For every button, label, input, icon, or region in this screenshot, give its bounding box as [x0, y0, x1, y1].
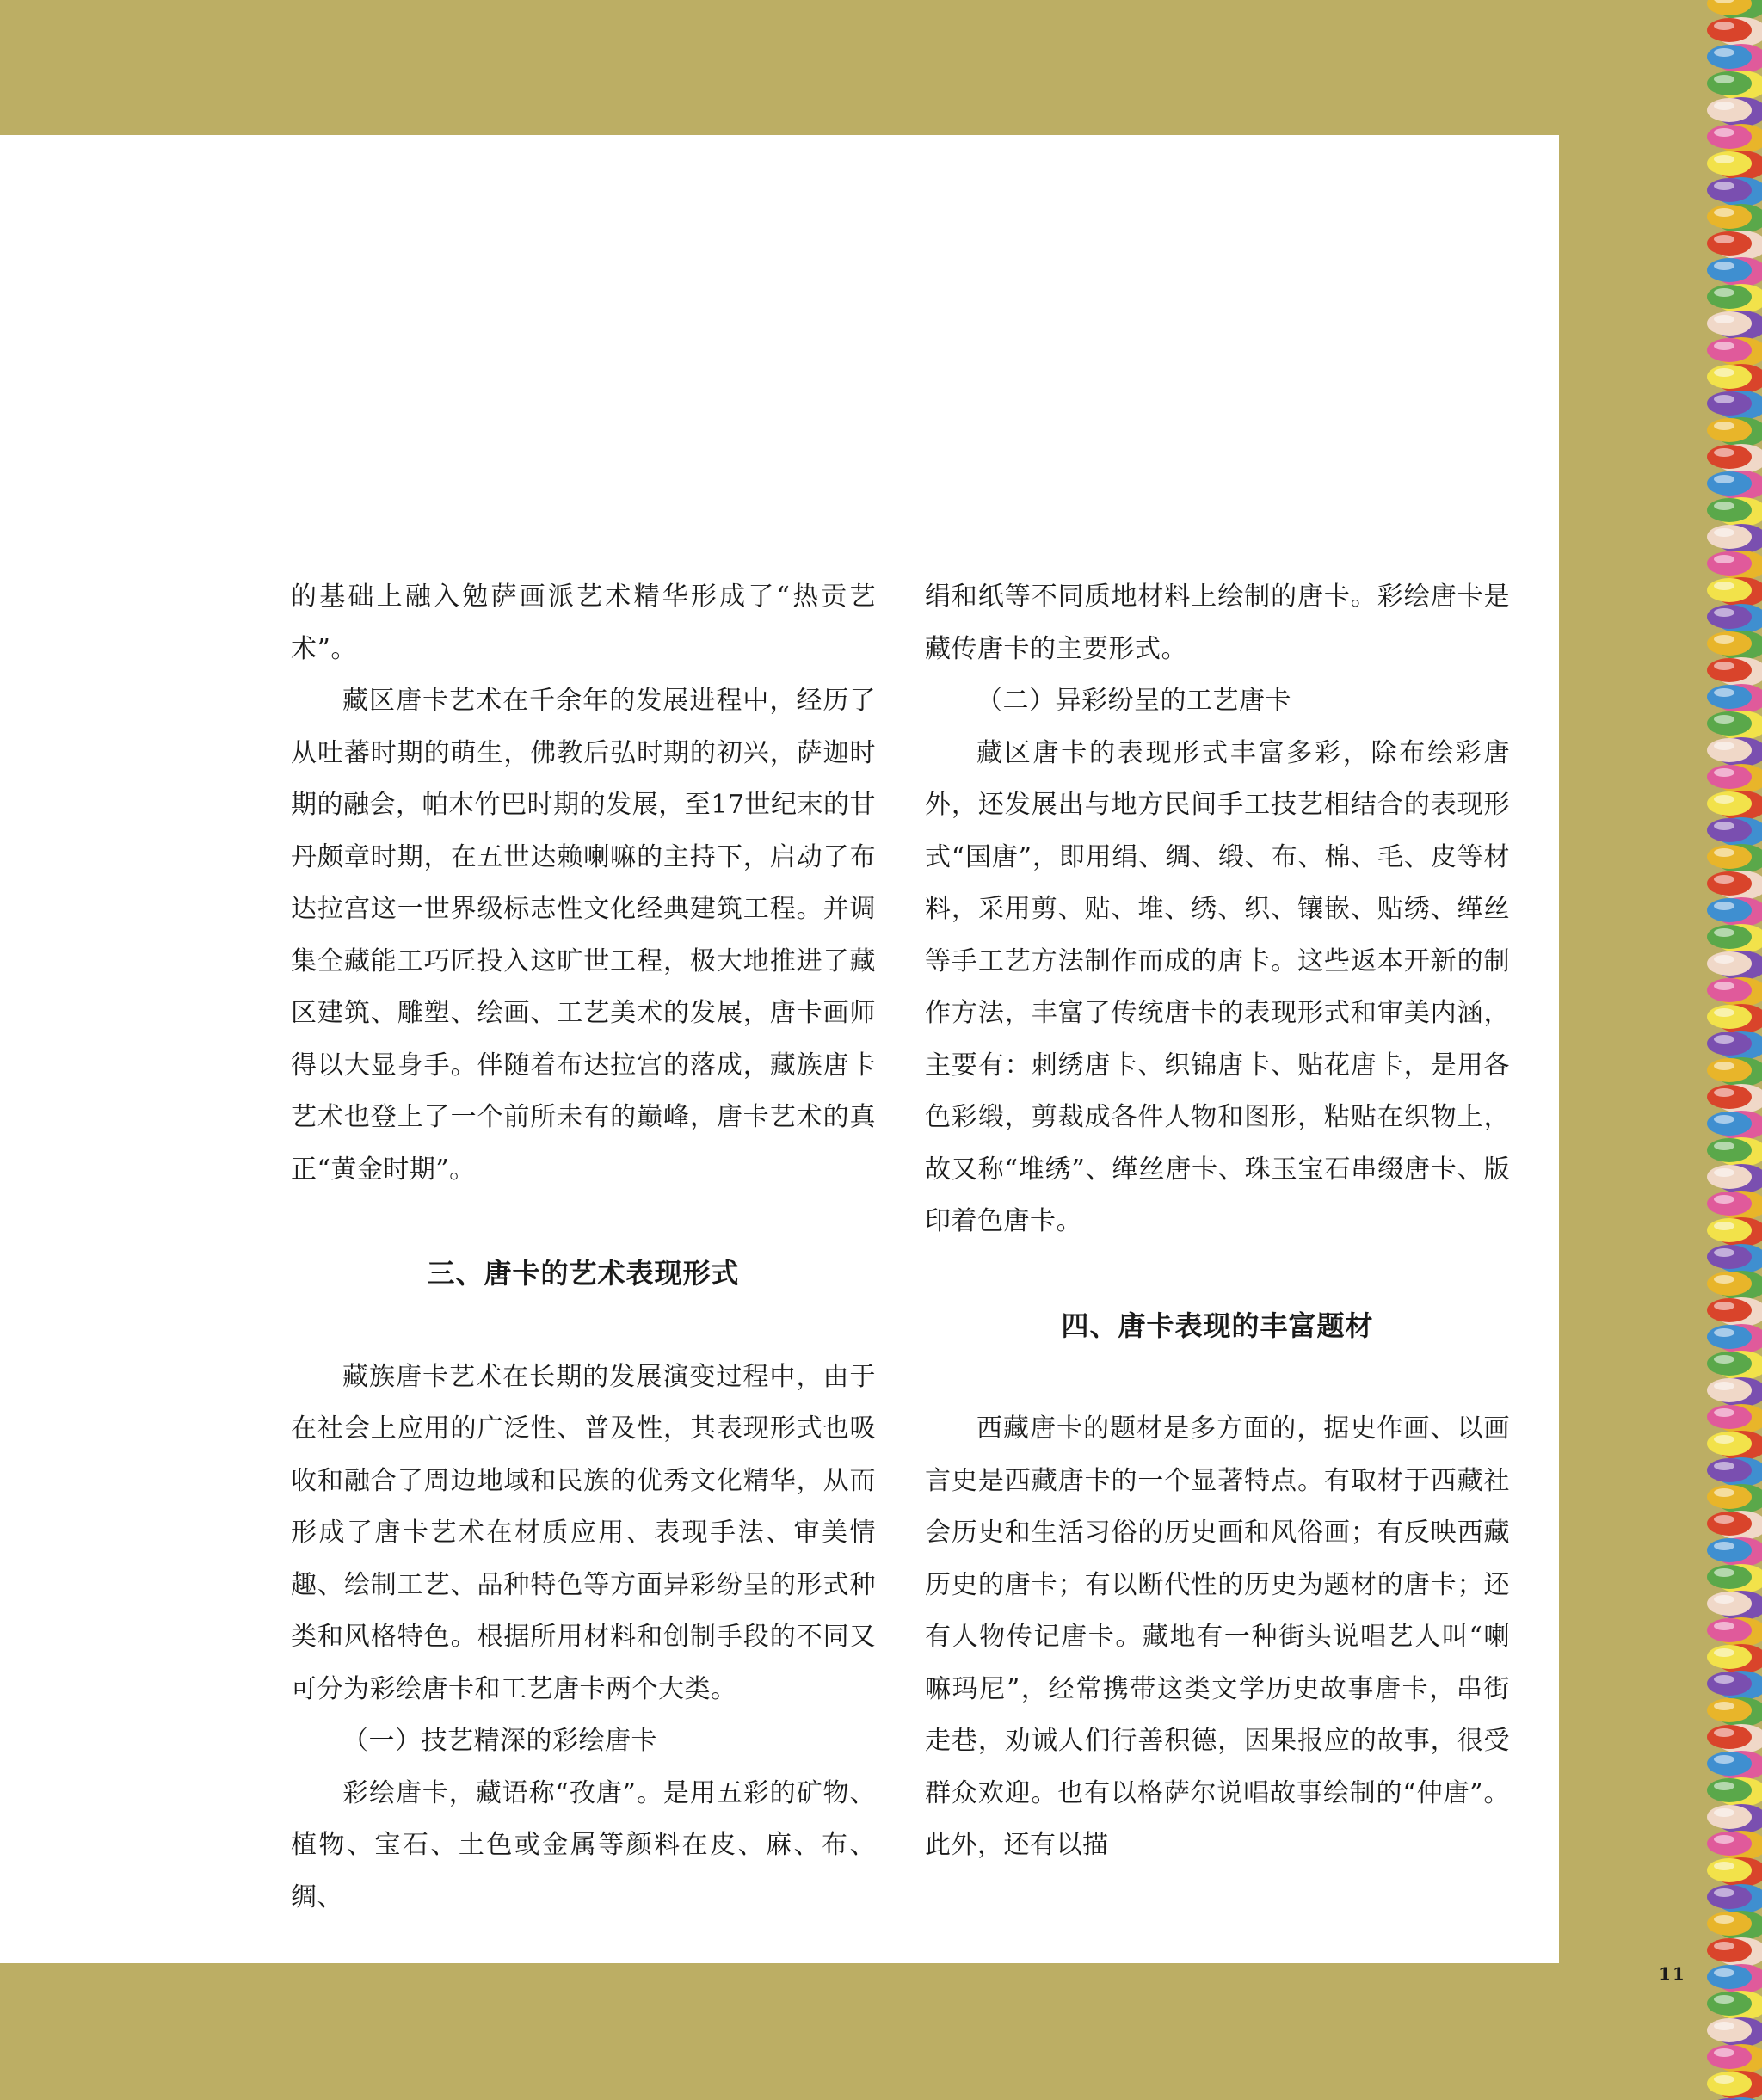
right-paragraph-3: 西藏唐卡的题材是多方面的，据史作画、以画言史是西藏唐卡的一个显著特点。有取材于西藏社会历史和生活习俗的历史画和风俗画；有反映西藏历史的唐卡；有以断代性的历史为题材的唐卡；还有人物传记唐卡。藏地有一种街头说唱艺人叫“喇嘛玛尼”，经常携带这类文学历史故事唐卡，串街走巷，劝诫人们行善积德，因果报应的故事，很受群众欢迎。也有以格萨尔说唱故事绘制的“仲唐”。此外，还有以描 — [925, 1413, 1510, 1860]
color-drop — [1707, 577, 1762, 607]
color-drop — [1707, 257, 1762, 286]
color-drop — [1707, 1991, 1762, 2020]
color-drop — [1707, 1591, 1762, 1620]
right-paragraph-2: 藏区唐卡的表现形式丰富多彩，除布绘彩唐外，还发展出与地方民间手工技艺相结合的表现形式“国唐”，即用绢、绸、缎、布、棉、毛、皮等材料，采用剪、贴、堆、绣、织、镶嵌、贴绣、缂丝等手工艺方法制作而成的唐卡。这些返本开新的制作方法，丰富了传统唐卡的表现形式和审美内涵，主要有：刺绣唐卡、织锦唐卡、贴花唐卡，是用各色彩缎，剪裁成各件人物和图形，粘贴在织物上，故又称“堆绣”、缂丝唐卡、珠玉宝石串缀唐卡、版印着色唐卡。 — [925, 737, 1510, 1236]
color-drop — [1707, 1617, 1762, 1647]
color-drop — [1707, 657, 1762, 687]
color-drop — [1707, 817, 1762, 847]
color-drop — [1707, 177, 1762, 206]
color-drop — [1707, 737, 1762, 767]
subheading-1: （一）技艺精深的彩绘唐卡 — [342, 1726, 657, 1756]
color-drop — [1707, 497, 1762, 527]
color-drop — [1707, 1777, 1762, 1807]
color-drop — [1707, 2044, 1762, 2073]
color-drop — [1707, 871, 1762, 900]
color-drop — [1707, 551, 1762, 580]
color-drop — [1707, 1324, 1762, 1353]
left-paragraph-3: 藏族唐卡艺术在长期的发展演变过程中，由于在社会上应用的广泛性、普及性，其表现形式也吸收和融合了周边地域和民族的优秀文化精华，从而形成了唐卡艺术在材质应用、表现手法、审美情趣、绘制工艺、品种特色等方面异彩纷呈的形式种类和风格特色。根据所用材料和创制手段的不同又可分为彩绘唐卡和工艺唐卡两个大类。 — [291, 1361, 876, 1704]
color-drop — [1707, 364, 1762, 393]
color-drop — [1707, 1004, 1762, 1033]
right-column — [925, 571, 1510, 1872]
color-drop — [1707, 1697, 1762, 1727]
color-drop — [1707, 1911, 1762, 1940]
color-drop — [1707, 444, 1762, 473]
color-drop — [1707, 71, 1762, 100]
left-column — [291, 571, 876, 1924]
color-drop — [1707, 2071, 1762, 2100]
color-drop — [1707, 1137, 1762, 1167]
color-drops-pattern — [1703, 0, 1762, 2100]
color-drop — [1707, 1884, 1762, 1913]
color-drop — [1707, 1244, 1762, 1273]
color-drop — [1707, 1831, 1762, 1860]
color-drop — [1707, 1964, 1762, 1993]
color-drop — [1707, 1377, 1762, 1407]
color-drop — [1707, 1644, 1762, 1673]
color-drop — [1707, 124, 1762, 153]
color-drop — [1707, 1484, 1762, 1513]
color-drop — [1707, 1057, 1762, 1087]
color-drop — [1707, 1431, 1762, 1460]
color-drop — [1707, 311, 1762, 340]
color-drop — [1707, 951, 1762, 980]
left-paragraph-4: 彩绘唐卡，藏语称“孜唐”。是用五彩的矿物、植物、宝石、土色或金属等颜料在皮、麻、布、绸、 — [291, 1777, 876, 1912]
color-drop — [1707, 1031, 1762, 1060]
color-drop — [1707, 2017, 1762, 2047]
right-paragraph-1: 绢和纸等不同质地材料上绘制的唐卡。彩绘唐卡是藏传唐卡的主要形式。 — [925, 582, 1510, 664]
color-drop — [1707, 17, 1762, 46]
section-heading-3: 三、唐卡的艺术表现形式 — [427, 1257, 740, 1290]
color-drop — [1707, 1164, 1762, 1193]
color-drop — [1707, 1404, 1762, 1433]
color-drop — [1707, 1751, 1762, 1780]
color-drop — [1707, 844, 1762, 873]
color-drop — [1707, 1724, 1762, 1753]
color-drop — [1707, 231, 1762, 260]
color-drop — [1707, 977, 1762, 1007]
color-drop — [1707, 284, 1762, 313]
color-drop — [1707, 417, 1762, 446]
color-drop — [1707, 524, 1762, 553]
color-drop — [1707, 44, 1762, 73]
color-drop — [1707, 1297, 1762, 1327]
page-number: 11 — [1659, 1963, 1686, 1984]
left-paragraph-1: 的基础上融入勉萨画派艺术精华形成了“热贡艺术”。 — [291, 582, 876, 664]
subheading-2: （二）异彩纷呈的工艺唐卡 — [976, 686, 1291, 716]
color-drop — [1707, 791, 1762, 820]
color-drop — [1707, 0, 1762, 20]
color-drop — [1707, 631, 1762, 660]
color-drop — [1707, 391, 1762, 420]
color-drop — [1707, 604, 1762, 633]
color-drop — [1707, 337, 1762, 366]
color-drop — [1707, 471, 1762, 500]
section-heading-4: 四、唐卡表现的丰富题材 — [1061, 1309, 1374, 1342]
color-drop — [1707, 711, 1762, 740]
color-drop — [1707, 1084, 1762, 1113]
color-drop — [1707, 1511, 1762, 1540]
color-drop — [1707, 897, 1762, 927]
decorative-border-stripe — [1703, 0, 1762, 2100]
color-drop — [1707, 1191, 1762, 1220]
color-drop — [1707, 924, 1762, 953]
color-drop — [1707, 151, 1762, 180]
color-drop — [1707, 204, 1762, 233]
color-drop — [1707, 1111, 1762, 1140]
color-drop — [1707, 1351, 1762, 1380]
color-drop — [1707, 1457, 1762, 1487]
color-drop — [1707, 1857, 1762, 1887]
color-drop — [1707, 1804, 1762, 1833]
color-drop — [1707, 684, 1762, 713]
color-drop — [1707, 1537, 1762, 1567]
left-paragraph-2: 藏区唐卡艺术在千余年的发展进程中，经历了从吐蕃时期的萌生，佛教后弘时期的初兴，萨迦时期的融会，帕木竹巴时期的发展，至17世纪末的甘丹颇章时期，在五世达赖喇嘛的主持下，启动了布达拉宫这一世界级标志性文化经典建筑工程。并调集全藏能工巧匠投入这旷世工程，极大地推进了藏区建筑、雕塑、绘画、工艺美术的发展，唐卡画师得以大显身手。伴随着布达拉宫的落成，藏族唐卡艺术也登上了一个前所未有的巅峰，唐卡艺术的真正“黄金时期”。 — [291, 686, 876, 1185]
color-drop — [1707, 97, 1762, 126]
color-drop — [1707, 1217, 1762, 1247]
color-drop — [1707, 1564, 1762, 1593]
color-drop — [1707, 1671, 1762, 1700]
color-drop — [1707, 1271, 1762, 1300]
color-drop — [1707, 764, 1762, 793]
color-drop — [1707, 1937, 1762, 1967]
